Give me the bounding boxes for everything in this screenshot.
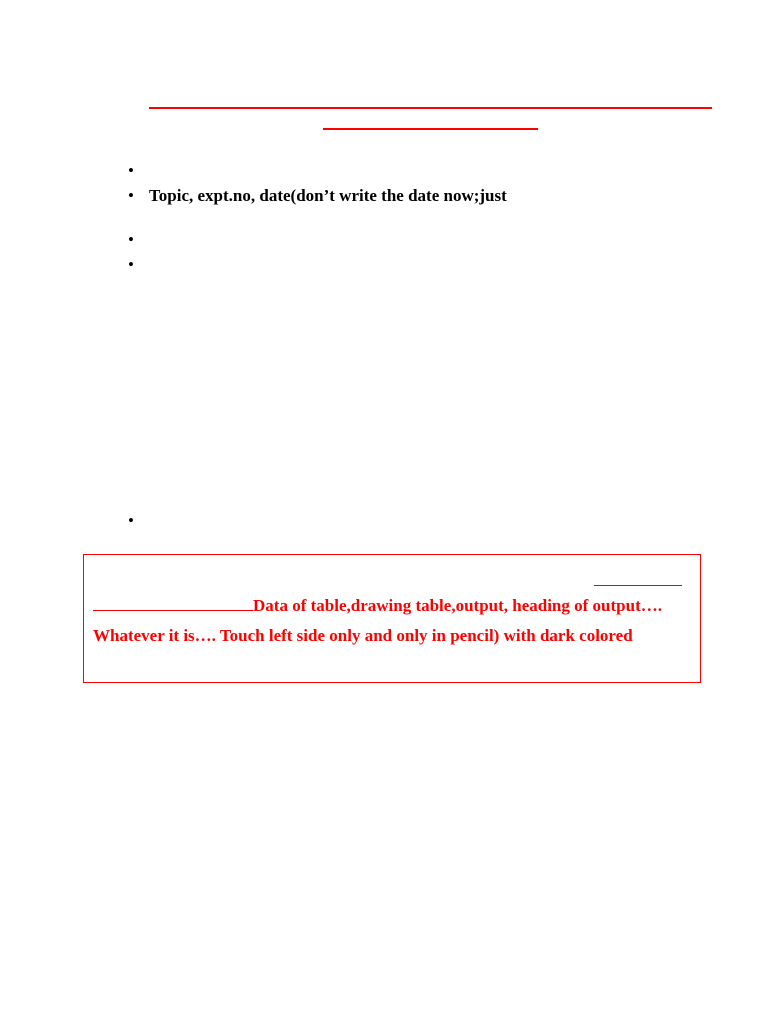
list-item [124, 510, 724, 532]
list-item [124, 254, 724, 276]
note-box [83, 554, 701, 683]
bullet-icon: • [128, 255, 134, 274]
list-item [124, 185, 724, 207]
list-item [124, 160, 724, 182]
note-text: Data of table,drawing table,output, heading of output…. [253, 596, 662, 615]
list-item-text: Topic, expt.no, date(don’t write the date now;just [149, 186, 507, 205]
heading-underline-long [149, 107, 712, 109]
note-text: Whatever it is…. Touch left side only and only in pencil) with dark colored [93, 626, 633, 645]
bullet-icon: • [128, 511, 134, 530]
bullet-icon: • [128, 230, 134, 249]
heading-underline-short [323, 128, 538, 130]
fill-in-blank-line [594, 585, 682, 586]
note-line [93, 595, 662, 617]
list-item [124, 229, 724, 251]
note-line [93, 625, 633, 647]
fill-in-blank-line [93, 596, 253, 611]
bullet-icon: • [128, 186, 134, 205]
bullet-icon: • [128, 161, 134, 180]
